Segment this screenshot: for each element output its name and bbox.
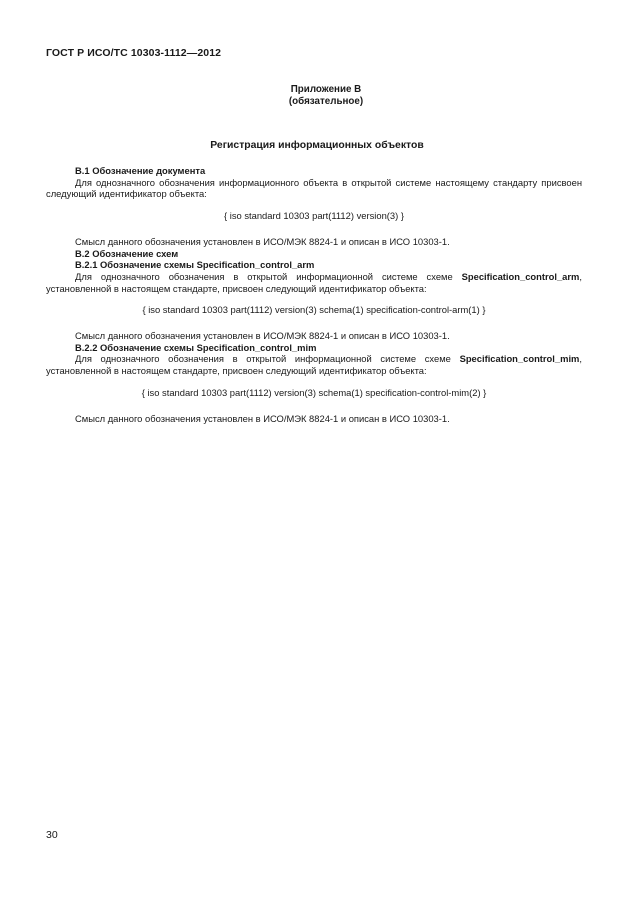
section-b22-intro-before: Для однозначного обозначения в открытой информационной системе схеме: [75, 353, 460, 365]
section-b21-heading: В.2.1 Обозначение схемы Specification_control_arm: [75, 259, 315, 271]
annex-status: (обязательное): [288, 96, 364, 107]
spacer: [46, 200, 582, 210]
section-b22-heading: В.2.2 Обозначение схемы Specification_control_mim: [75, 341, 317, 353]
annex-title-wrapper: [0, 140, 630, 151]
section-b22-intro: [46, 353, 582, 376]
section-b2-heading: В.2 Обозначение схем: [75, 247, 179, 259]
section-b22-intro-after: , установленной в настоящем стандарте, присвоен следующий идентификатор объекта:: [46, 353, 582, 377]
section-b21-intro: [46, 271, 582, 294]
page-number: 30: [46, 829, 58, 841]
section-b1-heading: В.1 Обозначение документа: [75, 165, 206, 176]
annex-label: Приложение В: [290, 84, 362, 95]
annex-block: [0, 84, 630, 108]
annex-title: Регистрация информационных объектов: [210, 140, 424, 151]
section-b1-meaning: Смысл данного обозначения установлен в ИСО/МЭК 8824-1 и описан в ИСО 10303-1.: [75, 235, 450, 247]
spacer: [46, 399, 582, 413]
section-b21-schema-name: Specification_control_arm: [461, 270, 580, 282]
spacer: [46, 377, 582, 387]
section-b22-identifier: { iso standard 10303 part(1112) version(3) schema(1) specification-control-mim(2) }: [141, 386, 487, 398]
section-b21-intro-after: , установленной в настоящем стандарте, присвоен следующий идентификатор объекта:: [46, 270, 582, 294]
section-b21-identifier: { iso standard 10303 part(1112) version(3) schema(1) specification-control-arm(1) }: [142, 304, 486, 316]
document-header-code: ГОСТ Р ИСО/ТС 10303-1112—2012: [46, 47, 222, 59]
section-b1-intro: Для однозначного обозначения информационного объекта в открытой системе настоящему стандарту присвоен следующий идентификатор объекта:: [46, 176, 582, 200]
section-b21-intro-before: Для однозначного обозначения в открытой информационной системе схеме: [75, 270, 462, 282]
section-b22-meaning: Смысл данного обозначения установлен в ИСО/МЭК 8824-1 и описан в ИСО 10303-1.: [75, 412, 450, 424]
spacer: [46, 316, 582, 330]
spacer: [46, 222, 582, 236]
spacer: [46, 294, 582, 304]
section-b1-identifier: { iso standard 10303 part(1112) version(3) }: [224, 210, 404, 222]
document-body: [46, 165, 582, 424]
section-b21-meaning: Смысл данного обозначения установлен в ИСО/МЭК 8824-1 и описан в ИСО 10303-1.: [75, 330, 450, 342]
section-b22-schema-name: Specification_control_mim: [459, 353, 580, 365]
